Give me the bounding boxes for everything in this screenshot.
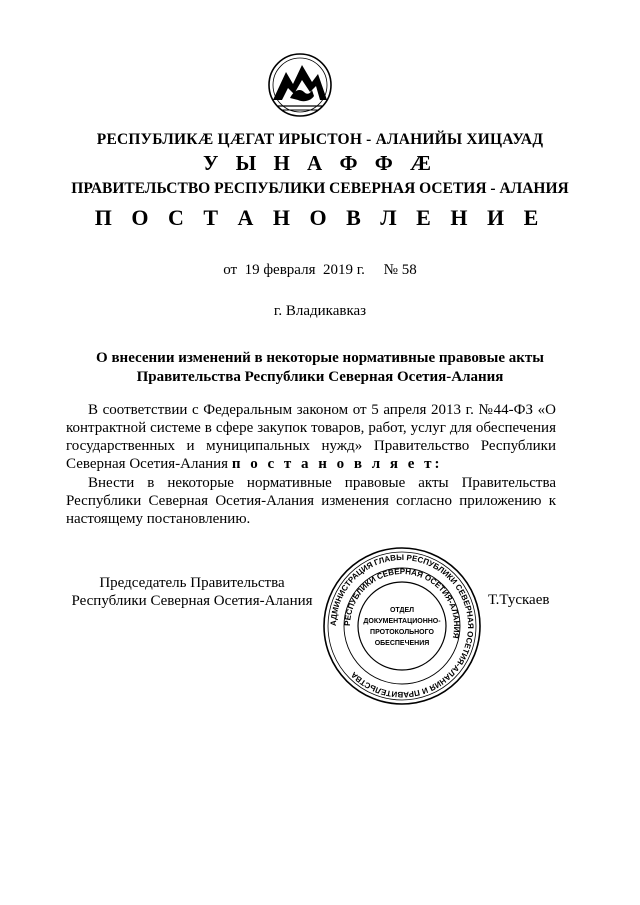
- subject-line-1: О внесении изменений в некоторые нормативные правовые акты: [96, 350, 544, 366]
- stamp-center-line-4: ОБЕСПЕЧЕНИЯ: [374, 640, 430, 647]
- signatory-title: [66, 574, 318, 610]
- paragraph-2-text: Внести в некоторые нормативные правовые акты Правительства Республики Северная Осетия-Алания изменения согласно приложению к настоящему постановлению.: [66, 475, 556, 527]
- paragraph-1-emphasis: п о с т а н о в л я е т:: [231, 456, 443, 472]
- document-subject: [60, 349, 580, 387]
- header-ossetian-line: РЕСПУБЛИКӔ ЦӔГАТ ИРЫСТОН - АЛАНИЙЫ ХИЦАУАД: [96, 131, 544, 148]
- stamp-center-line-3: ПРОТОКОЛЬНОГО: [370, 629, 434, 636]
- stamp-inner-ring-text: РЕСПУБЛИКИ СЕВЕРНАЯ ОСЕТИЯ-АЛАНИЯ: [342, 566, 462, 640]
- stamp-center-line-1: ОТДЕЛ: [389, 607, 415, 614]
- signatory-title-line-2: Республики Северная Осетия-Алания: [71, 593, 313, 609]
- header-russian-line: ПРАВИТЕЛЬСТВО РЕСПУБЛИКИ СЕВЕРНАЯ ОСЕТИЯ - АЛАНИЯ: [71, 180, 569, 197]
- document-type-title: П О С Т А Н О В Л Е Н И Е: [94, 205, 546, 230]
- city-line: г. Владикавказ: [273, 303, 367, 319]
- date-number-line: от 19 февраля 2019 г. № 58: [223, 262, 417, 278]
- signatory-title-line-1: Председатель Правительства: [99, 575, 285, 591]
- coat-of-arms-emblem: [260, 50, 340, 120]
- paragraph-1-text: В соответствии с Федеральным законом от 5 апреля 2013 г. №44-ФЗ «О контрактной системе в сфере закупок товаров, работ, услуг для обеспечения государственных и муниципальных нужд» Правительство Республики Северная Осетия-Алания: [66, 402, 556, 472]
- official-stamp: [320, 544, 484, 708]
- signatory-name: Т.Тускаев: [488, 592, 550, 608]
- body-paragraph-2: [66, 474, 556, 528]
- body-paragraph-1: [66, 401, 556, 473]
- stamp-center-line-2: ДОКУМЕНТАЦИОННО-: [363, 618, 441, 625]
- header-ossetian-title: У Ы Н А Ф Ф Ӕ: [202, 151, 438, 175]
- subject-line-2: Правительства Республики Северная Осетия-Алания: [136, 369, 504, 385]
- stamp-outer-ring-text: АДМИНИСТРАЦИЯ ГЛАВЫ РЕСПУБЛИКИ СЕВЕРНАЯ ОСЕТИЯ-АЛАНИЯ И ПРАВИТЕЛЬСТВА: [328, 552, 476, 700]
